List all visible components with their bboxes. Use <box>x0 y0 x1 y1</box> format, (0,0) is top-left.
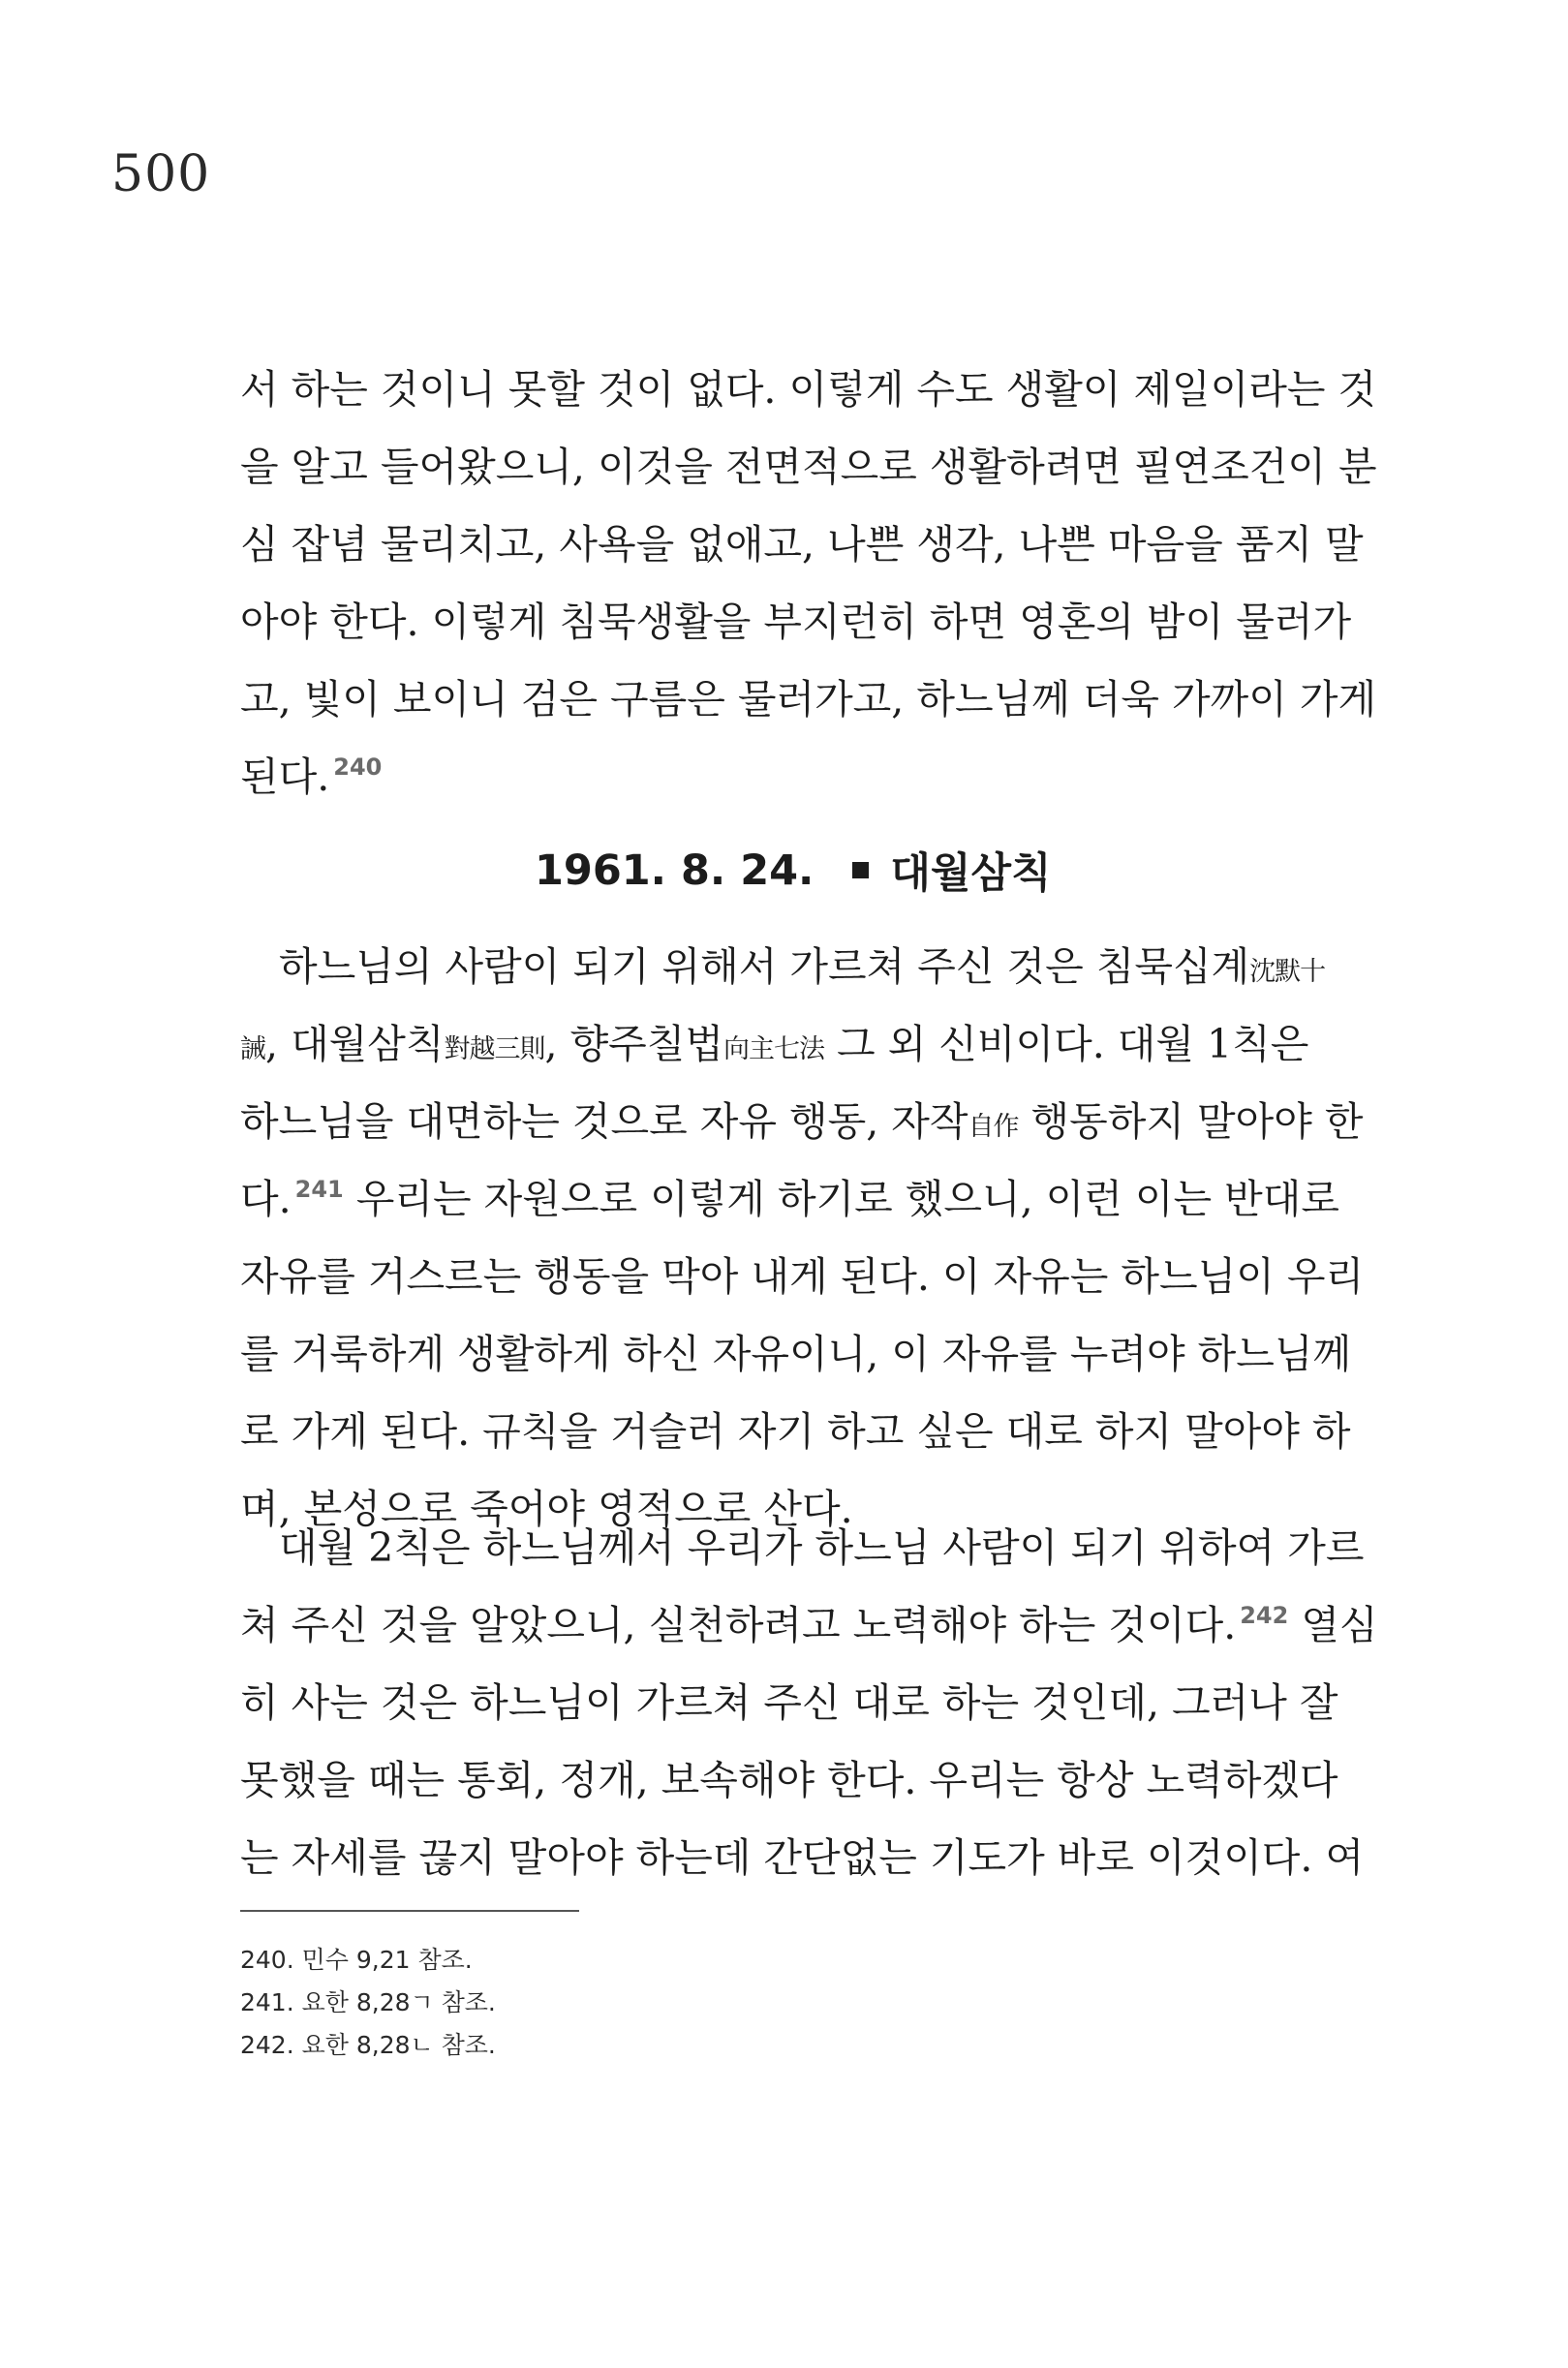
paragraph-line: 아야 한다. 이렇게 침묵생활을 부지런히 하면 영혼의 밤이 물러가 <box>240 599 1352 645</box>
section-date: 1961. 8. 24. <box>535 846 815 895</box>
paragraph-1 <box>240 351 1377 815</box>
line-text: 다. <box>240 1176 292 1222</box>
hanja-text: 向主七法 <box>723 1034 824 1064</box>
footnotes <box>240 1939 496 2067</box>
hanja-text: 誡 <box>240 1034 265 1064</box>
paragraph-line: 을 알고 들어왔으니, 이것을 전면적으로 생활하려면 필연조건이 분 <box>240 444 1377 490</box>
paragraph-line: 며, 본성으로 죽어야 영적으로 산다. <box>240 1486 853 1532</box>
paragraph-line: 히 사는 것은 하느님이 가르쳐 주신 대로 하는 것인데, 그러나 잘 <box>240 1679 1338 1726</box>
paragraph-line <box>240 1005 1309 1083</box>
line-text: 그 외 신비이다. 대월 1칙은 <box>824 1021 1309 1067</box>
footnote-240: 240. 민수 9,21 참조. <box>240 1946 473 1974</box>
footnote-divider <box>240 1910 579 1912</box>
hanja-text: 沈默十 <box>1249 957 1326 987</box>
hanja-text: 對越三則 <box>444 1034 545 1064</box>
paragraph-line: 심 잡념 물리치고, 사욕을 없애고, 나쁜 생각, 나쁜 마음을 품지 말 <box>240 521 1364 568</box>
footnote-ref-240[interactable]: 240 <box>333 753 383 781</box>
section-heading <box>535 841 1052 900</box>
paragraph-line: 로 가게 된다. 규칙을 거슬러 자기 하고 싶은 대로 하지 말아야 하 <box>240 1408 1351 1455</box>
line-text: 열심 <box>1288 1602 1378 1648</box>
paragraph-line: 를 거룩하게 생활하게 하신 자유이니, 이 자유를 누려야 하느님께 <box>240 1331 1352 1377</box>
footnote-242: 242. 요한 8,28ㄴ 참조. <box>240 2031 496 2059</box>
paragraph-line: 는 자세를 끊지 말아야 하는데 간단없는 기도가 바로 이것이다. 여 <box>240 1834 1365 1881</box>
paragraph-line: 못했을 때는 통회, 정개, 보속해야 한다. 우리는 항상 노력하겠다 <box>240 1757 1338 1803</box>
line-text: 쳐 주신 것을 알았으니, 실천하려고 노력해야 하는 것이다. <box>240 1602 1237 1648</box>
footnote-ref-241[interactable]: 241 <box>294 1176 344 1203</box>
line-text: 행동하지 말아야 한 <box>1018 1098 1364 1145</box>
square-bullet-icon <box>852 862 869 878</box>
page-number: 500 <box>111 145 211 203</box>
section-title: 대월삼칙 <box>890 849 1052 898</box>
footnote-241: 241. 요한 8,28ㄱ 참조. <box>240 1988 496 2016</box>
line-text: , 향주칠법 <box>544 1021 723 1067</box>
line-text: , 대월삼칙 <box>265 1021 445 1067</box>
paragraph-line <box>240 1586 1378 1664</box>
paragraph-line: 대월 2칙은 하느님께서 우리가 하느님 사람이 되기 위하여 가르 <box>279 1524 1365 1571</box>
footnote-ref-242[interactable]: 242 <box>1240 1602 1289 1629</box>
paragraph-line <box>240 738 1306 815</box>
line-text: 우리는 자원으로 이렇게 하기로 했으니, 이런 이는 반대로 <box>343 1176 1339 1222</box>
paragraph-line: 고, 빛이 보이니 검은 구름은 물러가고, 하느님께 더욱 가까이 가게 <box>240 676 1377 723</box>
paragraph-3 <box>240 1509 1378 1896</box>
line-text: 하느님의 사람이 되기 위해서 가르쳐 주신 것은 침묵십계 <box>279 943 1250 990</box>
paragraph-line <box>240 1160 1339 1238</box>
paragraph-line <box>240 928 1326 1005</box>
line-text: 된다. <box>240 753 330 800</box>
paragraph-line: 자유를 거스르는 행동을 막아 내게 된다. 이 자유는 하느님이 우리 <box>240 1253 1365 1300</box>
paragraph-line: 서 하는 것이니 못할 것이 없다. 이렇게 수도 생활이 제일이라는 것 <box>240 366 1377 413</box>
line-text: 하느님을 대면하는 것으로 자유 행동, 자작 <box>240 1098 968 1145</box>
paragraph-line <box>240 1083 1364 1160</box>
hanja-text: 自作 <box>968 1112 1019 1142</box>
